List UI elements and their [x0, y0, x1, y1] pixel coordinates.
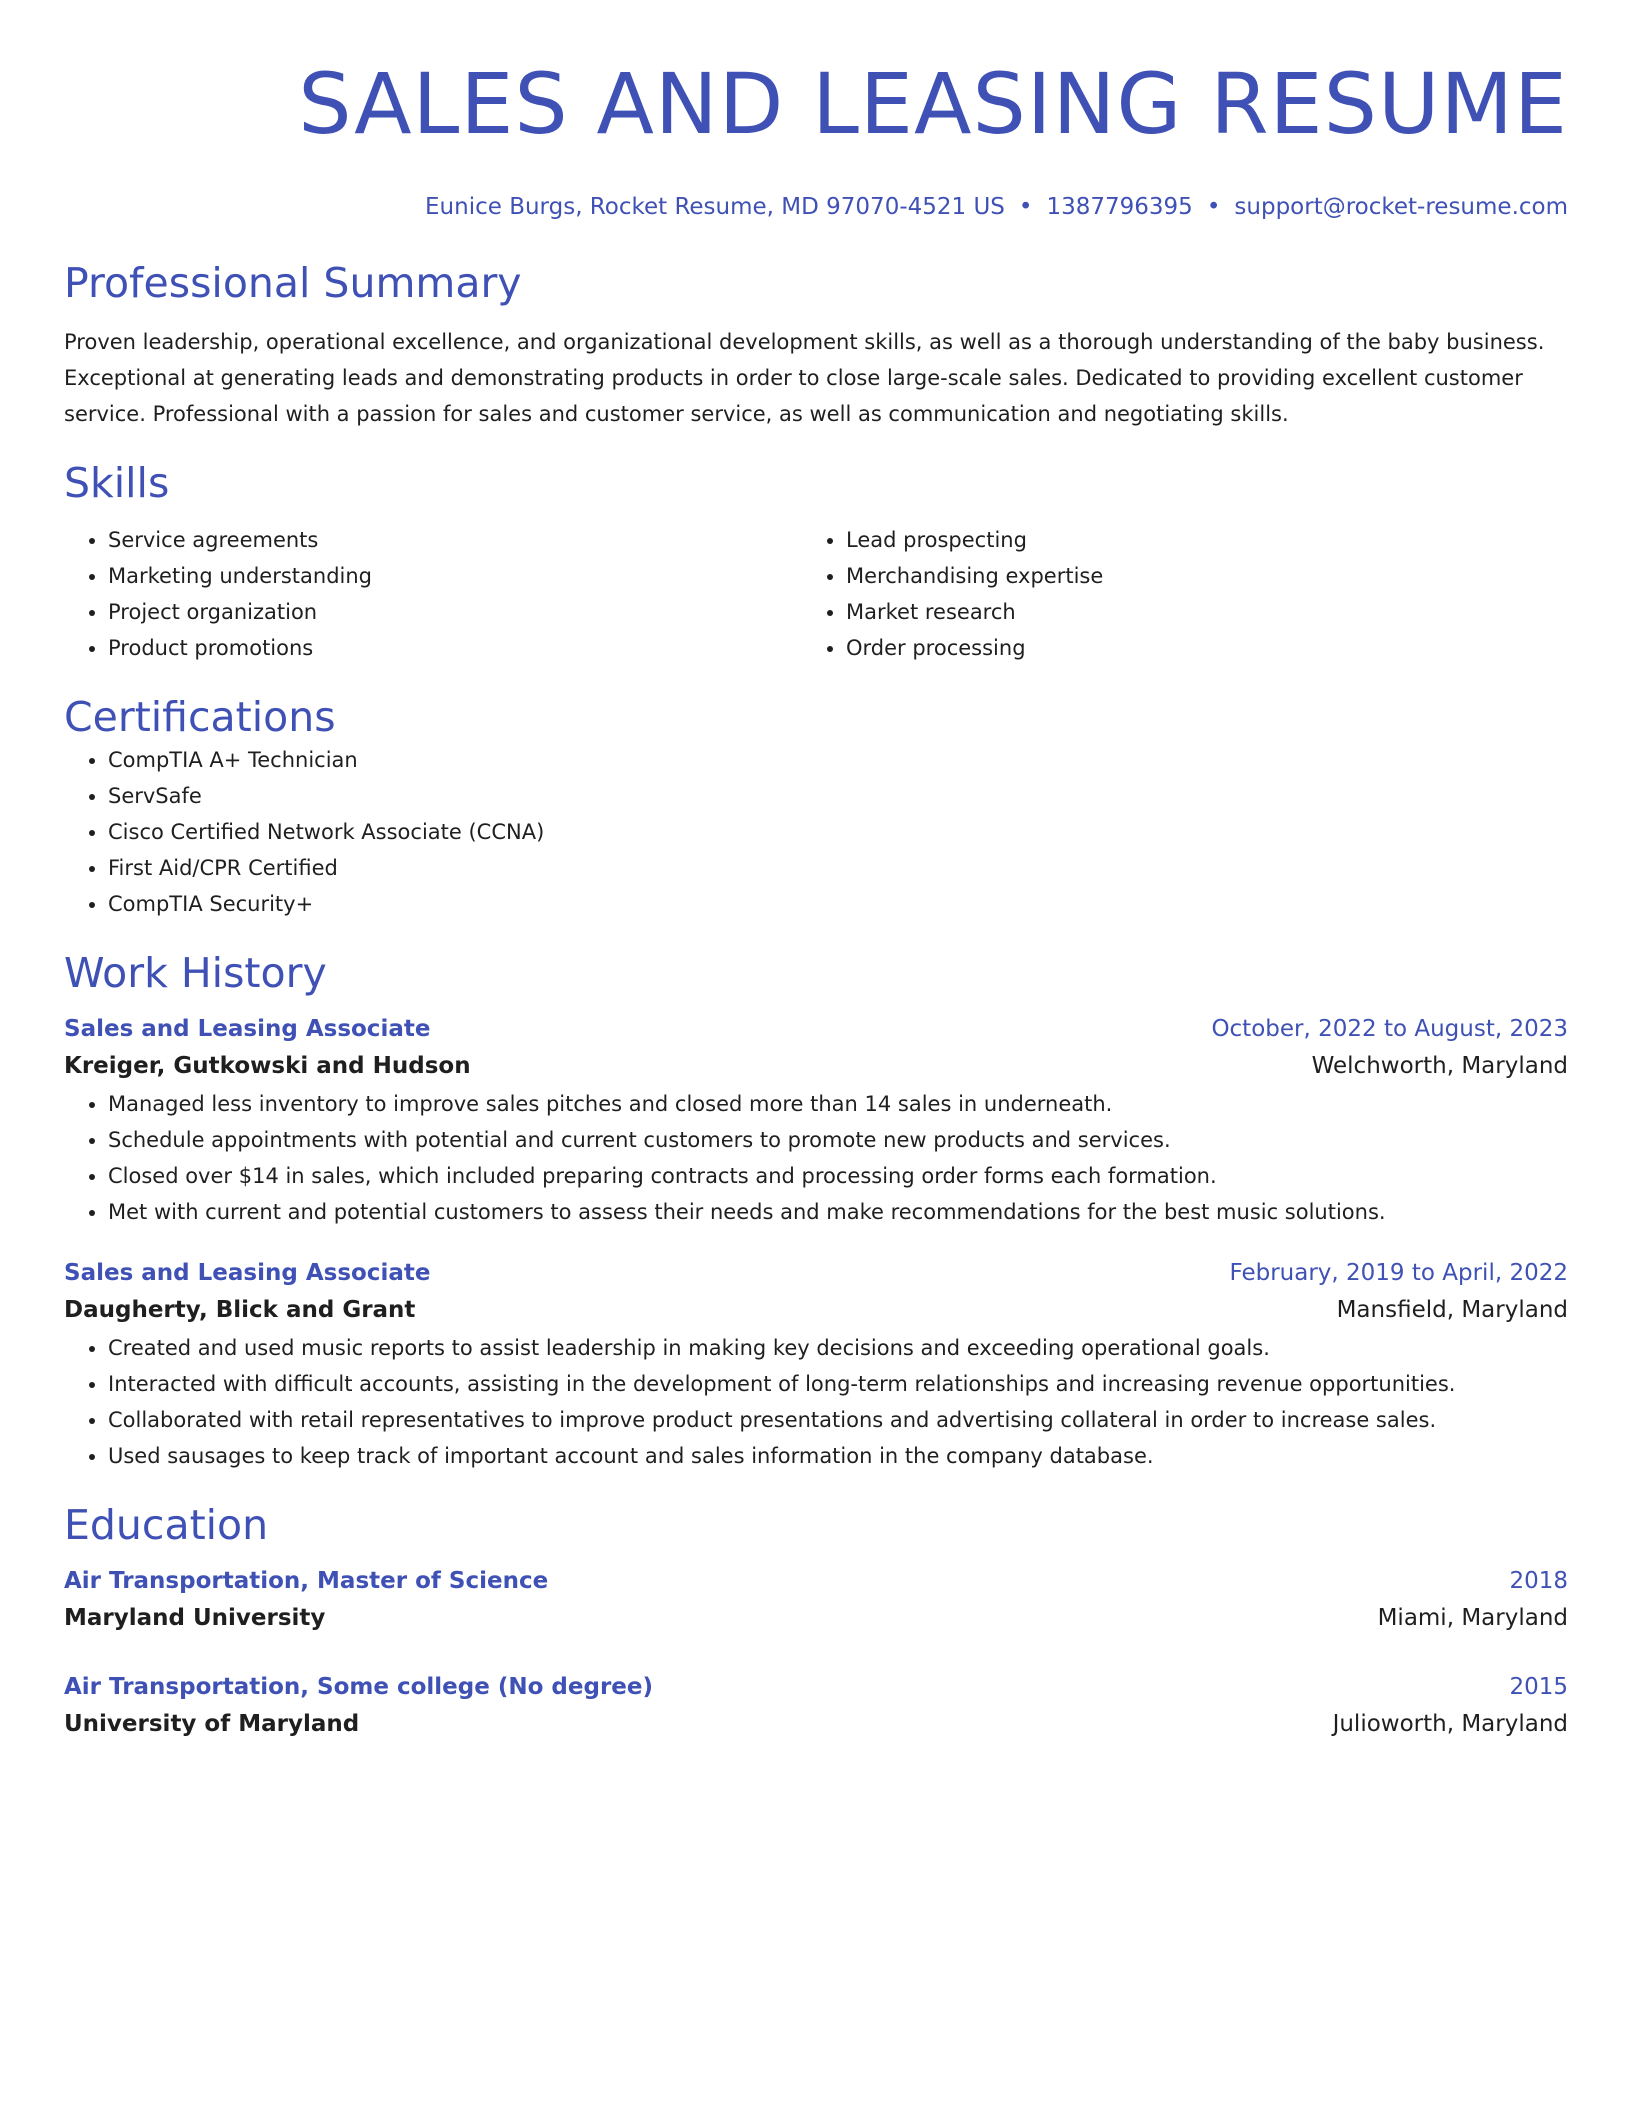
- skill-item: • Project organization: [108, 594, 802, 630]
- job-bullet: • Managed less inventory to improve sales pitches and closed more than 14 sales in underneath.: [108, 1086, 1568, 1122]
- job-entry: [64, 1012, 1568, 1230]
- certifications-list: [64, 742, 1568, 922]
- certification-item: • CompTIA Security+: [108, 886, 1568, 922]
- job-title: Sales and Leasing Associate: [64, 1260, 431, 1286]
- job-bullet: • Interacted with difficult accounts, assisting in the development of long-term relationships and increasing revenue opportunities.: [108, 1366, 1568, 1402]
- education-school: University of Maryland: [64, 1711, 360, 1737]
- job-dates: February, 2019 to April, 2022: [1229, 1260, 1568, 1286]
- job-location: Welchworth, Maryland: [1311, 1053, 1568, 1079]
- job-title-row: [64, 1012, 1568, 1046]
- certification-item: • ServSafe: [108, 778, 1568, 814]
- job-bullet: • Schedule appointments with potential and current customers to promote new products and services.: [108, 1122, 1568, 1158]
- education-entry: [64, 1670, 1568, 1744]
- skill-item: • Order processing: [846, 630, 1542, 666]
- skills-list-right: [802, 522, 1542, 666]
- education-entry: [64, 1564, 1568, 1638]
- education-school-row: [64, 1598, 1568, 1638]
- job-bullet: • Collaborated with retail representatives to improve product presentations and advertising collateral in order to increase sales.: [108, 1402, 1568, 1438]
- skills-grid: [64, 522, 1568, 666]
- job-bullet: • Met with current and potential customers to assess their needs and make recommendations for the best music solutions.: [108, 1194, 1568, 1230]
- summary-heading: Professional Summary: [64, 259, 522, 307]
- job-company-row: [64, 1046, 1568, 1086]
- job-company: Daugherty, Blick and Grant: [64, 1297, 416, 1323]
- education-school-row: [64, 1704, 1568, 1744]
- skill-item: • Marketing understanding: [108, 558, 802, 594]
- skill-item: • Merchandising expertise: [846, 558, 1542, 594]
- education-heading: Education: [64, 1501, 269, 1549]
- contact-phone: 1387796395: [1046, 194, 1193, 220]
- certifications-heading: Certifications: [64, 693, 336, 741]
- summary-text: Proven leadership, operational excellence, and organizational development skills, as well as a thorough understanding of the baby business. Exceptional at generating leads and demonstrating products in order to close large-scale sales. Dedicated to providing excellent customer service. Professional with a passion for sales and customer service, as well as communication and negotiating skills.: [64, 330, 1545, 426]
- contact-separator: •: [1018, 194, 1033, 220]
- education-degree-row: [64, 1670, 1568, 1704]
- job-bullet: • Used sausages to keep track of important account and sales information in the company database.: [108, 1438, 1568, 1474]
- skills-heading: Skills: [64, 459, 170, 507]
- education-location: Miami, Maryland: [1377, 1605, 1568, 1631]
- contact-address: Eunice Burgs, Rocket Resume, MD 97070-4521 US: [425, 194, 1005, 220]
- certification-item: • First Aid/CPR Certified: [108, 850, 1568, 886]
- education-year: 2015: [1509, 1674, 1568, 1700]
- resume-title: SALES AND LEASING RESUME: [298, 55, 1568, 153]
- skills-list-left: [64, 522, 802, 666]
- education-school: Maryland University: [64, 1605, 326, 1631]
- job-bullets: [64, 1330, 1568, 1474]
- job-location: Mansfield, Maryland: [1336, 1297, 1568, 1323]
- education-degree: Air Transportation, Some college (No degree): [64, 1674, 654, 1700]
- job-entry: [64, 1256, 1568, 1474]
- education-degree-row: [64, 1564, 1568, 1598]
- education-degree: Air Transportation, Master of Science: [64, 1568, 549, 1594]
- work-history-heading: Work History: [64, 949, 327, 997]
- job-dates: October, 2022 to August, 2023: [1211, 1016, 1568, 1042]
- job-title: Sales and Leasing Associate: [64, 1016, 431, 1042]
- education-year: 2018: [1509, 1568, 1568, 1594]
- skill-item: • Product promotions: [108, 630, 802, 666]
- job-bullet: • Created and used music reports to assist leadership in making key decisions and exceeding operational goals.: [108, 1330, 1568, 1366]
- contact-email[interactable]: support@rocket-resume.com: [1234, 194, 1568, 220]
- job-bullet: • Closed over $14 in sales, which included preparing contracts and processing order forms each formation.: [108, 1158, 1568, 1194]
- contact-separator: •: [1206, 194, 1221, 220]
- skill-item: • Service agreements: [108, 522, 802, 558]
- skill-item: • Lead prospecting: [846, 522, 1542, 558]
- job-title-row: [64, 1256, 1568, 1290]
- job-company-row: [64, 1290, 1568, 1330]
- certification-item: • CompTIA A+ Technician: [108, 742, 1568, 778]
- job-company: Kreiger, Gutkowski and Hudson: [64, 1053, 471, 1079]
- education-location: Julioworth, Maryland: [1332, 1711, 1568, 1737]
- skill-item: • Market research: [846, 594, 1542, 630]
- certification-item: • Cisco Certified Network Associate (CCNA): [108, 814, 1568, 850]
- job-bullets: [64, 1086, 1568, 1230]
- contact-line: [64, 192, 1568, 222]
